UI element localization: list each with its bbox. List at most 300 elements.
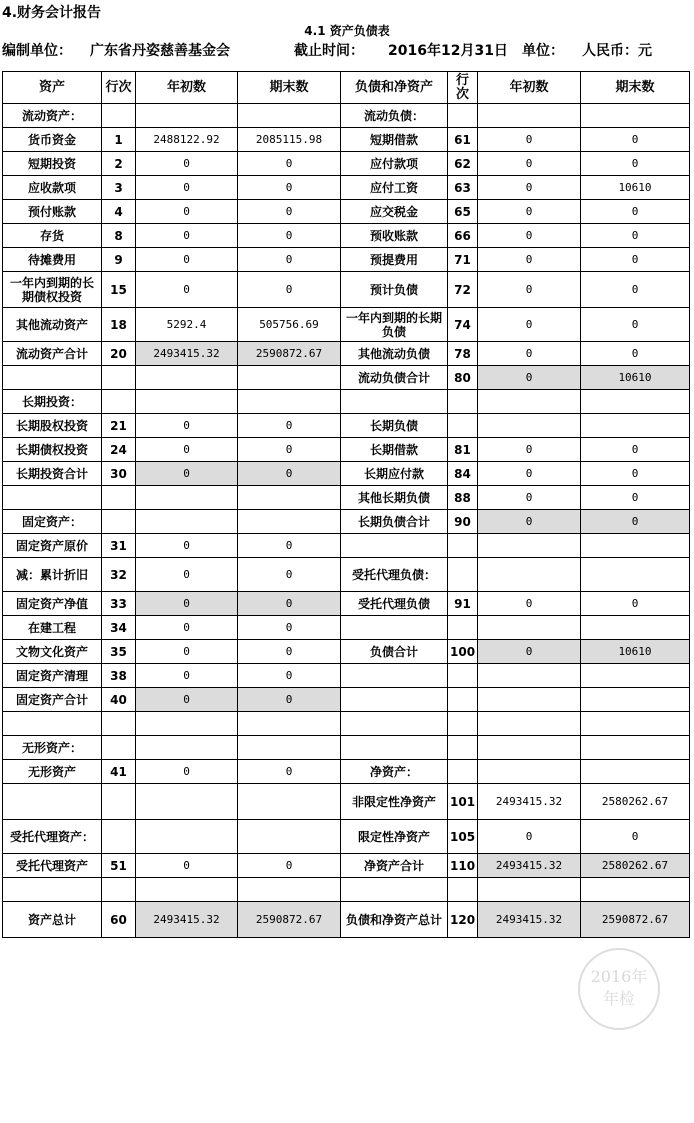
liability-label-cell: 其他流动负债 (341, 342, 448, 366)
liability-label-cell: 净资产： (341, 760, 448, 784)
asset-begin-amount-cell: 2493415.32 (136, 342, 238, 366)
liability-end-amount-cell: 0 (581, 342, 690, 366)
liability-line-no-cell: 71 (448, 248, 478, 272)
asset-end-amount-cell (238, 104, 341, 128)
asset-begin-amount-cell: 0 (136, 592, 238, 616)
asset-label-cell (3, 878, 102, 902)
liability-label-cell: 长期应付款 (341, 462, 448, 486)
liability-end-amount-cell: 0 (581, 486, 690, 510)
table-header-row (3, 72, 690, 104)
asset-line-no-cell (102, 736, 136, 760)
liability-label-cell: 负债和净资产总计 (341, 902, 448, 938)
asset-line-no-cell: 41 (102, 760, 136, 784)
liability-begin-amount-cell (478, 760, 581, 784)
liability-label-cell: 长期负债合计 (341, 510, 448, 534)
asset-begin-amount-cell: 0 (136, 534, 238, 558)
asset-end-amount-cell (238, 712, 341, 736)
stamp-year: 2016年 (590, 967, 648, 986)
liability-label-cell: 预收账款 (341, 224, 448, 248)
asset-line-no-cell: 4 (102, 200, 136, 224)
liability-line-no-cell (448, 760, 478, 784)
asset-label-cell: 固定资产： (3, 510, 102, 534)
table-row (3, 438, 690, 462)
table-row (3, 248, 690, 272)
asset-line-no-cell: 20 (102, 342, 136, 366)
table-row (3, 616, 690, 640)
liability-line-no-cell: 110 (448, 854, 478, 878)
table-row (3, 414, 690, 438)
asset-end-amount-cell: 0 (238, 248, 341, 272)
asset-label-cell: 文物文化资产 (3, 640, 102, 664)
liability-line-no-cell: 65 (448, 200, 478, 224)
asset-begin-amount-cell: 0 (136, 760, 238, 784)
asset-end-amount-cell: 0 (238, 438, 341, 462)
asset-begin-amount-cell (136, 784, 238, 820)
stamp-text: 年检 (602, 989, 635, 1008)
liability-label-cell: 应付工资 (341, 176, 448, 200)
asset-end-amount-cell: 0 (238, 854, 341, 878)
asset-line-no-cell (102, 390, 136, 414)
liability-line-no-cell: 88 (448, 486, 478, 510)
asset-begin-amount-cell (136, 104, 238, 128)
liability-line-no-cell (448, 664, 478, 688)
liability-label-cell: 预计负债 (341, 272, 448, 308)
asset-begin-amount-cell: 2488122.92 (136, 128, 238, 152)
asset-line-no-cell: 33 (102, 592, 136, 616)
header-end-amount: 期末数 (238, 72, 341, 104)
liability-begin-amount-cell (478, 664, 581, 688)
liability-begin-amount-cell: 0 (478, 462, 581, 486)
liability-end-amount-cell: 0 (581, 308, 690, 342)
asset-line-no-cell: 15 (102, 272, 136, 308)
table-row (3, 486, 690, 510)
liability-begin-amount-cell: 0 (478, 272, 581, 308)
asset-end-amount-cell: 2590872.67 (238, 902, 341, 938)
table-row (3, 308, 690, 342)
table-title: 4.1 资产负债表 (304, 24, 390, 38)
liability-label-cell: 受托代理负债 (341, 592, 448, 616)
asset-label-cell: 受托代理资产 (3, 854, 102, 878)
annual-inspection-stamp (578, 948, 660, 1030)
asset-end-amount-cell: 0 (238, 272, 341, 308)
liability-label-cell: 受托代理负债： (341, 558, 448, 592)
liability-end-amount-cell (581, 688, 690, 712)
liability-line-no-cell (448, 534, 478, 558)
liability-line-no-cell: 61 (448, 128, 478, 152)
liability-label-cell (341, 664, 448, 688)
table-row (3, 640, 690, 664)
table-row (3, 200, 690, 224)
asset-end-amount-cell: 2590872.67 (238, 342, 341, 366)
asset-label-cell (3, 712, 102, 736)
liability-begin-amount-cell (478, 414, 581, 438)
asset-label-cell: 减：累计折旧 (3, 558, 102, 592)
header-begin-amount-2: 年初数 (478, 72, 581, 104)
liability-begin-amount-cell (478, 616, 581, 640)
asset-label-cell: 其他流动资产 (3, 308, 102, 342)
asset-line-no-cell: 38 (102, 664, 136, 688)
asset-end-amount-cell: 0 (238, 414, 341, 438)
liability-begin-amount-cell: 0 (478, 366, 581, 390)
liability-label-cell (341, 736, 448, 760)
asset-begin-amount-cell (136, 486, 238, 510)
liability-end-amount-cell (581, 558, 690, 592)
asset-begin-amount-cell: 0 (136, 152, 238, 176)
header-line-no-2: 行次 (448, 72, 478, 104)
table-row (3, 390, 690, 414)
table-row (3, 592, 690, 616)
asset-label-cell: 存货 (3, 224, 102, 248)
date-value: 2016年12月31日 (388, 43, 508, 59)
table-row (3, 128, 690, 152)
table-row (3, 104, 690, 128)
asset-line-no-cell (102, 104, 136, 128)
liability-end-amount-cell (581, 616, 690, 640)
asset-begin-amount-cell: 0 (136, 200, 238, 224)
liability-line-no-cell: 74 (448, 308, 478, 342)
asset-end-amount-cell (238, 510, 341, 534)
liability-end-amount-cell (581, 760, 690, 784)
liability-label-cell: 一年内到期的长期负债 (341, 308, 448, 342)
asset-end-amount-cell (238, 486, 341, 510)
asset-line-no-cell (102, 486, 136, 510)
asset-begin-amount-cell: 0 (136, 248, 238, 272)
liability-line-no-cell: 62 (448, 152, 478, 176)
asset-end-amount-cell (238, 736, 341, 760)
asset-begin-amount-cell: 0 (136, 854, 238, 878)
liability-label-cell (341, 688, 448, 712)
asset-line-no-cell: 8 (102, 224, 136, 248)
asset-label-cell (3, 366, 102, 390)
liability-begin-amount-cell: 2493415.32 (478, 902, 581, 938)
asset-begin-amount-cell: 0 (136, 176, 238, 200)
liability-begin-amount-cell: 0 (478, 308, 581, 342)
asset-begin-amount-cell: 0 (136, 558, 238, 592)
asset-end-amount-cell: 0 (238, 152, 341, 176)
asset-line-no-cell: 21 (102, 414, 136, 438)
liability-begin-amount-cell (478, 878, 581, 902)
asset-begin-amount-cell (136, 366, 238, 390)
asset-line-no-cell (102, 510, 136, 534)
table-row (3, 854, 690, 878)
liability-label-cell (341, 878, 448, 902)
asset-line-no-cell: 60 (102, 902, 136, 938)
asset-label-cell: 流动资产： (3, 104, 102, 128)
asset-label-cell: 无形资产： (3, 736, 102, 760)
table-row (3, 224, 690, 248)
liability-line-no-cell (448, 878, 478, 902)
liability-begin-amount-cell: 0 (478, 820, 581, 854)
liability-line-no-cell: 100 (448, 640, 478, 664)
asset-label-cell: 长期股权投资 (3, 414, 102, 438)
asset-line-no-cell: 35 (102, 640, 136, 664)
liability-begin-amount-cell (478, 534, 581, 558)
asset-end-amount-cell: 0 (238, 760, 341, 784)
liability-begin-amount-cell: 2493415.32 (478, 784, 581, 820)
liability-end-amount-cell (581, 664, 690, 688)
liability-end-amount-cell (581, 104, 690, 128)
asset-end-amount-cell: 505756.69 (238, 308, 341, 342)
asset-line-no-cell: 9 (102, 248, 136, 272)
asset-end-amount-cell (238, 878, 341, 902)
liability-begin-amount-cell: 0 (478, 128, 581, 152)
table-row (3, 510, 690, 534)
liability-label-cell: 流动负债： (341, 104, 448, 128)
table-row (3, 688, 690, 712)
liability-label-cell: 应付款项 (341, 152, 448, 176)
liability-begin-amount-cell: 0 (478, 248, 581, 272)
org-name: 广东省丹姿慈善基金会 (90, 43, 230, 59)
asset-begin-amount-cell: 0 (136, 414, 238, 438)
asset-begin-amount-cell: 0 (136, 272, 238, 308)
asset-begin-amount-cell: 0 (136, 616, 238, 640)
asset-end-amount-cell: 0 (238, 224, 341, 248)
liability-end-amount-cell: 10610 (581, 640, 690, 664)
liability-label-cell: 流动负债合计 (341, 366, 448, 390)
asset-label-cell: 待摊费用 (3, 248, 102, 272)
asset-line-no-cell: 2 (102, 152, 136, 176)
asset-begin-amount-cell (136, 878, 238, 902)
asset-label-cell: 固定资产合计 (3, 688, 102, 712)
liability-label-cell: 预提费用 (341, 248, 448, 272)
asset-begin-amount-cell (136, 820, 238, 854)
asset-begin-amount-cell: 0 (136, 640, 238, 664)
table-row (3, 760, 690, 784)
liability-begin-amount-cell (478, 688, 581, 712)
asset-begin-amount-cell: 0 (136, 224, 238, 248)
liability-line-no-cell (448, 558, 478, 592)
header-line-no: 行次 (102, 72, 136, 104)
liability-line-no-cell: 101 (448, 784, 478, 820)
liability-begin-amount-cell (478, 736, 581, 760)
asset-label-cell: 应收款项 (3, 176, 102, 200)
liability-line-no-cell: 66 (448, 224, 478, 248)
table-row (3, 558, 690, 592)
liability-end-amount-cell: 2590872.67 (581, 902, 690, 938)
asset-label-cell (3, 486, 102, 510)
asset-begin-amount-cell: 0 (136, 664, 238, 688)
liability-line-no-cell (448, 390, 478, 414)
table-row (3, 878, 690, 902)
liability-end-amount-cell: 0 (581, 820, 690, 854)
asset-label-cell: 资产总计 (3, 902, 102, 938)
liability-end-amount-cell: 10610 (581, 366, 690, 390)
liability-line-no-cell (448, 616, 478, 640)
liability-begin-amount-cell: 0 (478, 176, 581, 200)
liability-begin-amount-cell (478, 558, 581, 592)
asset-label-cell: 一年内到期的长期债权投资 (3, 272, 102, 308)
currency-value: 人民币：元 (582, 43, 652, 59)
asset-end-amount-cell: 0 (238, 688, 341, 712)
liability-label-cell (341, 534, 448, 558)
asset-line-no-cell: 30 (102, 462, 136, 486)
liability-label-cell: 应交税金 (341, 200, 448, 224)
asset-label-cell: 长期债权投资 (3, 438, 102, 462)
asset-end-amount-cell: 0 (238, 534, 341, 558)
liability-begin-amount-cell: 0 (478, 200, 581, 224)
asset-end-amount-cell: 0 (238, 200, 341, 224)
asset-end-amount-cell: 0 (238, 462, 341, 486)
asset-label-cell: 在建工程 (3, 616, 102, 640)
liability-end-amount-cell (581, 878, 690, 902)
asset-begin-amount-cell: 0 (136, 438, 238, 462)
liability-line-no-cell: 90 (448, 510, 478, 534)
currency-label: 单位： (522, 43, 564, 59)
liability-line-no-cell: 81 (448, 438, 478, 462)
asset-end-amount-cell: 0 (238, 558, 341, 592)
header-end-amount-2: 期末数 (581, 72, 690, 104)
asset-label-cell: 固定资产原价 (3, 534, 102, 558)
asset-line-no-cell: 51 (102, 854, 136, 878)
asset-begin-amount-cell: 0 (136, 462, 238, 486)
liability-end-amount-cell (581, 414, 690, 438)
asset-end-amount-cell (238, 820, 341, 854)
liability-line-no-cell (448, 712, 478, 736)
table-row (3, 176, 690, 200)
asset-label-cell: 流动资产合计 (3, 342, 102, 366)
liability-label-cell: 其他长期负债 (341, 486, 448, 510)
liability-end-amount-cell: 0 (581, 224, 690, 248)
table-row (3, 664, 690, 688)
asset-end-amount-cell (238, 784, 341, 820)
liability-line-no-cell: 105 (448, 820, 478, 854)
asset-end-amount-cell (238, 366, 341, 390)
liability-line-no-cell (448, 414, 478, 438)
liability-begin-amount-cell: 0 (478, 224, 581, 248)
liability-begin-amount-cell: 0 (478, 152, 581, 176)
header-liabilities-equity: 负债和净资产 (341, 72, 448, 104)
liability-line-no-cell (448, 688, 478, 712)
asset-line-no-cell: 34 (102, 616, 136, 640)
asset-line-no-cell: 18 (102, 308, 136, 342)
liability-line-no-cell: 63 (448, 176, 478, 200)
asset-label-cell: 无形资产 (3, 760, 102, 784)
liability-end-amount-cell (581, 736, 690, 760)
liability-label-cell (341, 390, 448, 414)
liability-end-amount-cell (581, 534, 690, 558)
section-title: 4.财务会计报告 (2, 5, 102, 21)
asset-end-amount-cell (238, 390, 341, 414)
liability-begin-amount-cell: 0 (478, 486, 581, 510)
liability-label-cell: 净资产合计 (341, 854, 448, 878)
liability-label-cell: 限定性净资产 (341, 820, 448, 854)
table-row (3, 272, 690, 308)
asset-end-amount-cell: 2085115.98 (238, 128, 341, 152)
liability-line-no-cell: 72 (448, 272, 478, 308)
table-row (3, 152, 690, 176)
balance-sheet-table (2, 71, 690, 938)
liability-line-no-cell (448, 736, 478, 760)
table-row (3, 534, 690, 558)
liability-label-cell: 长期负债 (341, 414, 448, 438)
asset-end-amount-cell: 0 (238, 176, 341, 200)
liability-begin-amount-cell (478, 104, 581, 128)
asset-line-no-cell: 24 (102, 438, 136, 462)
liability-label-cell: 短期借款 (341, 128, 448, 152)
date-label: 截止时间： (294, 43, 364, 59)
asset-line-no-cell (102, 366, 136, 390)
liability-end-amount-cell: 0 (581, 438, 690, 462)
table-row (3, 462, 690, 486)
table-row (3, 736, 690, 760)
asset-end-amount-cell: 0 (238, 592, 341, 616)
liability-end-amount-cell (581, 712, 690, 736)
liability-end-amount-cell: 0 (581, 152, 690, 176)
liability-end-amount-cell: 0 (581, 272, 690, 308)
asset-begin-amount-cell: 2493415.32 (136, 902, 238, 938)
table-row (3, 366, 690, 390)
asset-label-cell: 长期投资合计 (3, 462, 102, 486)
asset-line-no-cell (102, 820, 136, 854)
liability-end-amount-cell: 0 (581, 200, 690, 224)
asset-label-cell: 受托代理资产： (3, 820, 102, 854)
asset-line-no-cell: 31 (102, 534, 136, 558)
liability-end-amount-cell: 0 (581, 248, 690, 272)
liability-end-amount-cell: 2580262.67 (581, 854, 690, 878)
asset-label-cell: 固定资产净值 (3, 592, 102, 616)
asset-end-amount-cell: 0 (238, 616, 341, 640)
asset-begin-amount-cell (136, 510, 238, 534)
liability-begin-amount-cell (478, 390, 581, 414)
asset-end-amount-cell: 0 (238, 640, 341, 664)
asset-line-no-cell (102, 878, 136, 902)
liability-label-cell (341, 712, 448, 736)
liability-line-no-cell: 78 (448, 342, 478, 366)
table-row (3, 820, 690, 854)
liability-line-no-cell: 91 (448, 592, 478, 616)
liability-end-amount-cell: 0 (581, 592, 690, 616)
asset-label-cell: 货币资金 (3, 128, 102, 152)
asset-label-cell: 短期投资 (3, 152, 102, 176)
header-assets: 资产 (3, 72, 102, 104)
asset-begin-amount-cell: 5292.4 (136, 308, 238, 342)
liability-end-amount-cell: 0 (581, 128, 690, 152)
asset-line-no-cell: 32 (102, 558, 136, 592)
liability-label-cell: 非限定性净资产 (341, 784, 448, 820)
report-meta (2, 40, 690, 60)
liability-label-cell: 长期借款 (341, 438, 448, 462)
asset-label-cell: 长期投资： (3, 390, 102, 414)
header-begin-amount: 年初数 (136, 72, 238, 104)
table-row (3, 902, 690, 938)
liability-line-no-cell (448, 104, 478, 128)
asset-end-amount-cell: 0 (238, 664, 341, 688)
asset-line-no-cell (102, 784, 136, 820)
table-row (3, 712, 690, 736)
table-row (3, 784, 690, 820)
asset-begin-amount-cell (136, 390, 238, 414)
asset-line-no-cell: 1 (102, 128, 136, 152)
table-row (3, 342, 690, 366)
liability-end-amount-cell: 2580262.67 (581, 784, 690, 820)
asset-label-cell (3, 784, 102, 820)
liability-line-no-cell: 84 (448, 462, 478, 486)
asset-line-no-cell: 3 (102, 176, 136, 200)
liability-begin-amount-cell: 0 (478, 342, 581, 366)
asset-label-cell: 固定资产清理 (3, 664, 102, 688)
liability-begin-amount-cell: 0 (478, 438, 581, 462)
asset-label-cell: 预付账款 (3, 200, 102, 224)
liability-end-amount-cell: 10610 (581, 176, 690, 200)
asset-begin-amount-cell (136, 736, 238, 760)
liability-line-no-cell: 80 (448, 366, 478, 390)
liability-begin-amount-cell: 0 (478, 510, 581, 534)
org-label: 编制单位： (2, 43, 72, 59)
liability-end-amount-cell: 0 (581, 510, 690, 534)
table-body (3, 104, 690, 938)
asset-line-no-cell: 40 (102, 688, 136, 712)
liability-begin-amount-cell: 0 (478, 592, 581, 616)
